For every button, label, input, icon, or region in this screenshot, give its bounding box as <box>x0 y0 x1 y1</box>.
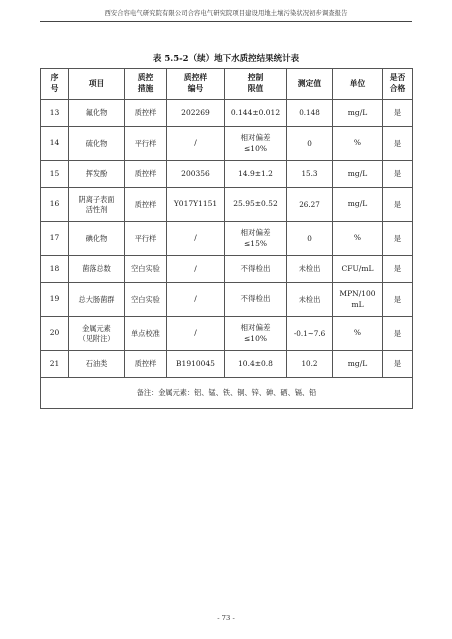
cell-item: 总大肠菌群 <box>69 283 125 317</box>
cell-item: 硫化物 <box>69 127 125 161</box>
column-header-item: 项目 <box>69 69 125 100</box>
cell-unit: mg/L <box>333 100 383 127</box>
column-header-unit: 单位 <box>333 69 383 100</box>
table-row <box>41 351 413 378</box>
cell-no: 20 <box>41 317 69 351</box>
cell-sample: / <box>167 256 225 283</box>
column-header-value: 测定值 <box>287 69 333 100</box>
cell-value: 0 <box>287 127 333 161</box>
cell-pass: 是 <box>383 161 413 188</box>
cell-unit: % <box>333 222 383 256</box>
cell-unit: MPN/100 mL <box>333 283 383 317</box>
cell-item: 氟化物 <box>69 100 125 127</box>
cell-item: 碘化物 <box>69 222 125 256</box>
cell-limit: 14.9±1.2 <box>225 161 287 188</box>
page-number: - 73 - <box>217 614 235 622</box>
cell-sample: / <box>167 222 225 256</box>
cell-item: 阴离子表面 活性剂 <box>69 188 125 222</box>
table-row <box>41 161 413 188</box>
cell-no: 13 <box>41 100 69 127</box>
cell-sample: / <box>167 283 225 317</box>
table-row <box>41 127 413 161</box>
cell-measure: 单点校准 <box>125 317 167 351</box>
cell-limit: 不得检出 <box>225 256 287 283</box>
table-header-row <box>41 69 413 100</box>
cell-value: 15.3 <box>287 161 333 188</box>
cell-pass: 是 <box>383 100 413 127</box>
cell-limit: 10.4±0.8 <box>225 351 287 378</box>
column-header-limit: 控制 限值 <box>225 69 287 100</box>
cell-measure: 平行样 <box>125 127 167 161</box>
cell-measure: 质控样 <box>125 351 167 378</box>
cell-value: 未检出 <box>287 256 333 283</box>
cell-pass: 是 <box>383 127 413 161</box>
column-header-sample: 质控样 编号 <box>167 69 225 100</box>
cell-no: 21 <box>41 351 69 378</box>
cell-measure: 平行样 <box>125 222 167 256</box>
column-header-pass: 是否 合格 <box>383 69 413 100</box>
cell-sample: Y017Y1151 <box>167 188 225 222</box>
cell-measure: 空白实验 <box>125 256 167 283</box>
cell-limit: 相对偏差 ≤10% <box>225 127 287 161</box>
cell-item: 挥发酚 <box>69 161 125 188</box>
cell-value: 未检出 <box>287 283 333 317</box>
cell-no: 19 <box>41 283 69 317</box>
cell-limit: 相对偏差 ≤15% <box>225 222 287 256</box>
cell-item: 菌落总数 <box>69 256 125 283</box>
cell-limit: 不得检出 <box>225 283 287 317</box>
cell-item: 金属元素 （见附注） <box>69 317 125 351</box>
cell-pass: 是 <box>383 256 413 283</box>
cell-unit: mg/L <box>333 161 383 188</box>
qc-results-table <box>40 68 413 409</box>
cell-no: 17 <box>41 222 69 256</box>
cell-item: 石油类 <box>69 351 125 378</box>
cell-sample: / <box>167 317 225 351</box>
cell-sample: 200356 <box>167 161 225 188</box>
cell-no: 14 <box>41 127 69 161</box>
table-note-row <box>41 378 413 409</box>
cell-pass: 是 <box>383 317 413 351</box>
table-body <box>41 100 413 378</box>
cell-no: 18 <box>41 256 69 283</box>
cell-value: 0 <box>287 222 333 256</box>
table-note: 备注：金属元素：铝、锰、铁、铜、锌、砷、硒、镉、铅 <box>41 378 413 409</box>
table-row <box>41 188 413 222</box>
cell-value: 10.2 <box>287 351 333 378</box>
header-rule <box>40 21 412 22</box>
cell-no: 15 <box>41 161 69 188</box>
cell-no: 16 <box>41 188 69 222</box>
cell-unit: CFU/mL <box>333 256 383 283</box>
cell-sample: 202269 <box>167 100 225 127</box>
cell-unit: % <box>333 317 383 351</box>
cell-value: 0.148 <box>287 100 333 127</box>
table-row <box>41 317 413 351</box>
cell-pass: 是 <box>383 188 413 222</box>
table-row <box>41 100 413 127</box>
cell-value: -0.1~7.6 <box>287 317 333 351</box>
cell-sample: B1910045 <box>167 351 225 378</box>
table-row <box>41 283 413 317</box>
cell-pass: 是 <box>383 351 413 378</box>
cell-value: 26.27 <box>287 188 333 222</box>
table-title: 表 5.5-2（续）地下水质控结果统计表 <box>152 54 300 64</box>
cell-unit: mg/L <box>333 351 383 378</box>
table-row <box>41 256 413 283</box>
cell-pass: 是 <box>383 222 413 256</box>
column-header-measure: 质控 措施 <box>125 69 167 100</box>
cell-pass: 是 <box>383 283 413 317</box>
cell-measure: 质控样 <box>125 100 167 127</box>
cell-unit: mg/L <box>333 188 383 222</box>
cell-sample: / <box>167 127 225 161</box>
cell-limit: 相对偏差 ≤10% <box>225 317 287 351</box>
report-header: 西安合容电气研究院有限公司合容电气研究院项目建设用地土壤污染状况初步调查报告 <box>104 10 348 17</box>
cell-measure: 空白实验 <box>125 283 167 317</box>
cell-limit: 25.95±0.52 <box>225 188 287 222</box>
cell-measure: 质控样 <box>125 161 167 188</box>
cell-unit: % <box>333 127 383 161</box>
column-header-no: 序 号 <box>41 69 69 100</box>
cell-limit: 0.144±0.012 <box>225 100 287 127</box>
cell-measure: 质控样 <box>125 188 167 222</box>
table-row <box>41 222 413 256</box>
